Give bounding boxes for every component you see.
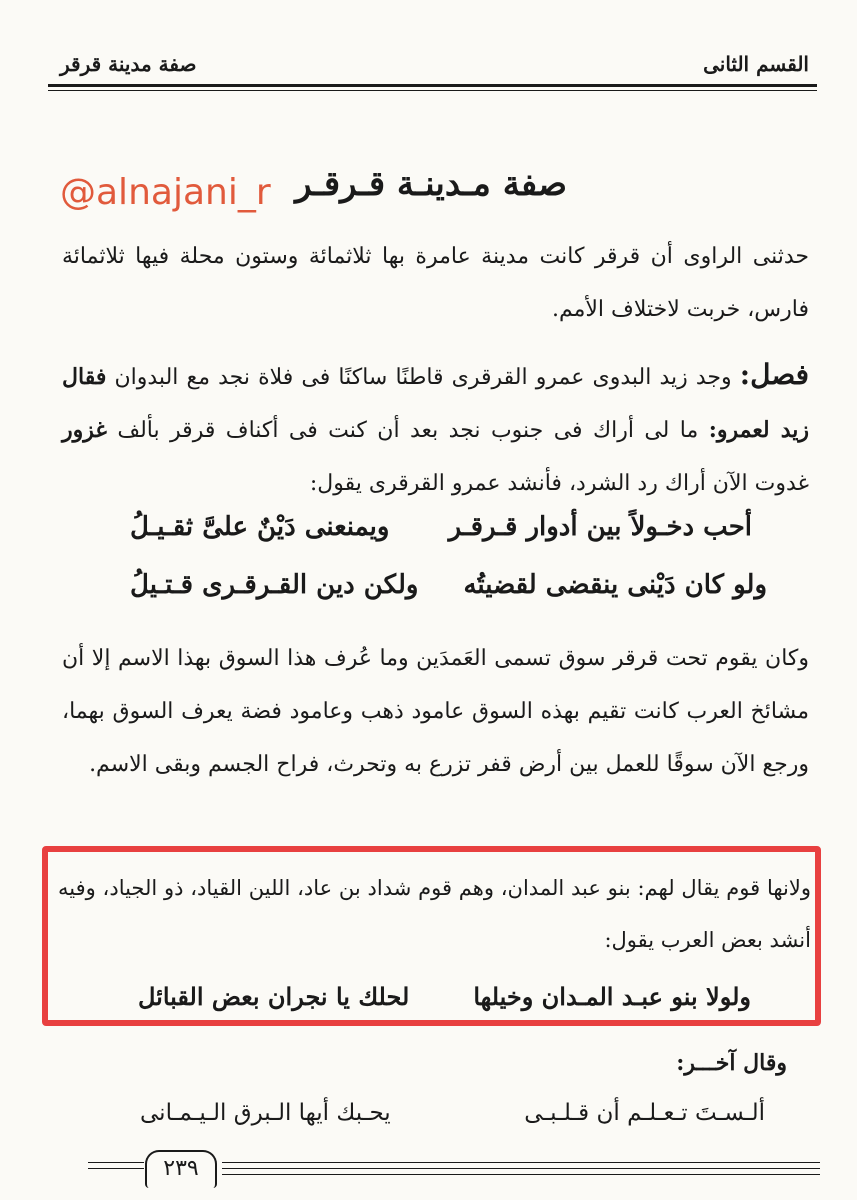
footer-rule (88, 1162, 144, 1163)
footer-rule (88, 1168, 144, 1169)
fasl-line2-rest: ما لى أراك فى جنوب نجد بعد أن كنت فى أكناف قرقر بألف (117, 418, 699, 443)
verse-1-second: ويمنعنى دَيْنٌ علىَّ ثقـيـلُ (130, 512, 390, 542)
footer-rule (222, 1162, 820, 1163)
running-title-left: صفة مدينة قرقر (60, 52, 197, 76)
verse-2-first: ولو كان دَيْنى ينقضى لقضيتُه (463, 570, 767, 600)
verse-1-first: أحب دخـولاً بين أدوار قـرقـر (448, 512, 752, 542)
paragraph-intro: حدثنى الراوى أن قرقر كانت مدينة عامرة بها ثلاثمائة وستون محلة فيها ثلاثمائة فارس، خربت لاختلاف الأمم. (62, 244, 809, 322)
another-said-label: وقال آخـــر: (676, 1050, 787, 1076)
watermark-handle: @alnajani_r (60, 172, 271, 213)
fasl-line2-lead: فقال زيد لعمرو: (62, 364, 810, 443)
fasl-line3-lead: غزور (62, 417, 107, 443)
footer-rule (222, 1168, 820, 1169)
footer-rule (222, 1174, 820, 1175)
boxed-verse-first: ولولا بنو عبـد المـدان وخيلها (473, 982, 751, 1011)
fasl-text: وجد زيد البدوى عمرو القرقرى قاطنًا ساكنًا فى فلاة نجد مع البدوان (114, 365, 732, 390)
last-verse-second: يحـبك أيها الـبرق الـيـمـانى (140, 1100, 391, 1126)
running-title-right: القسم الثانى (703, 52, 809, 76)
boxed-paragraph: ولانها قوم يقال لهم: بنو عبد المدان، وهم قوم شداد بن عاد، اللين القياد، ذو الجياد، وفيه أنشد بعض العرب يقول: (58, 876, 811, 952)
section-title: صفة مـدينـة قـرقـر (295, 164, 567, 204)
header-rule-thick (48, 84, 817, 87)
fasl-line3-rest: غدوت الآن أراك رد الشرد، فأنشد عمرو القرقرى يقول: (309, 471, 809, 496)
paragraph-fasl (62, 348, 809, 510)
boxed-verse-second: لحلك يا نجران بعض القبائل (138, 982, 410, 1011)
paragraph-market: وكان يقوم تحت قرقر سوق تسمى العَمدَين وما عُرف هذا السوق بهذا الاسم إلا أن مشائخ العرب كانت تقيم بهذه السوق عامود ذهب وعامود فضة يعرف السوق بهما، ورجع الآن سوقًا للعمل بين أرض قفر تزرع به وتحرث، فراح الجسم وبقى الاسم. (62, 646, 809, 777)
header-rule-thin (48, 90, 817, 91)
verse-2-second: ولكن دين القـرقـرى قـتـيلُ (130, 570, 419, 600)
page-number: ٢٣٩ (145, 1150, 217, 1188)
fasl-label: فصل: (739, 358, 810, 391)
last-verse-first: ألـسـتَ تـعـلـم أن قـلـبـى (524, 1100, 765, 1126)
